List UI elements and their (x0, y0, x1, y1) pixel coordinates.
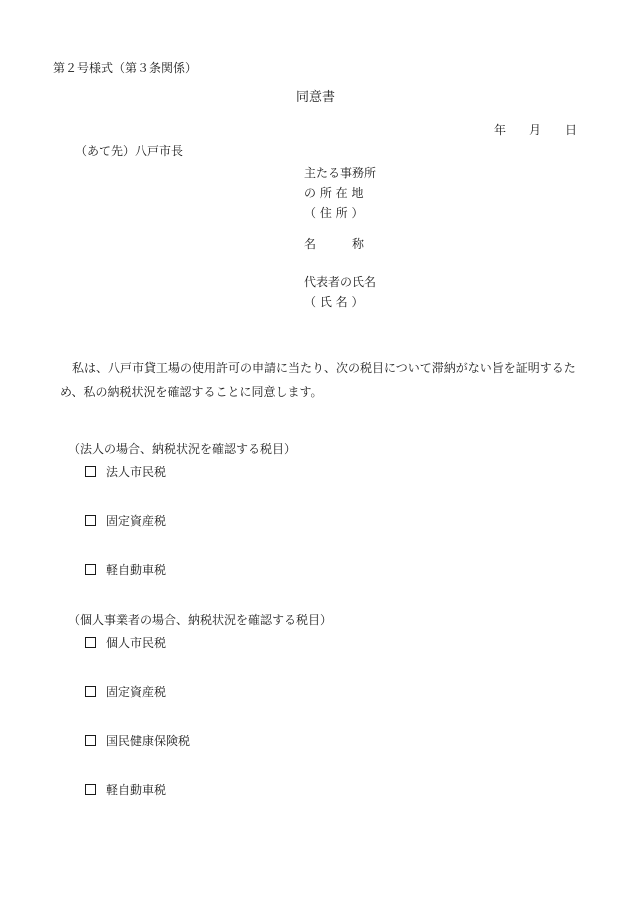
checkbox[interactable] (85, 686, 96, 697)
checkbox[interactable] (85, 784, 96, 795)
individual-item-fixed-asset-tax[interactable]: 固定資産税 (85, 686, 166, 698)
form-number: 第２号様式（第３条関係） (53, 61, 198, 75)
corporate-item-municipal-tax[interactable]: 法人市民税 (85, 466, 166, 478)
checkbox[interactable] (85, 637, 96, 648)
checkbox[interactable] (85, 564, 96, 575)
office-address-label-3: （ 住 所 ） (304, 206, 364, 220)
corporate-item-light-vehicle-tax[interactable]: 軽自動車税 (85, 564, 166, 576)
checkbox[interactable] (85, 466, 96, 477)
individual-item-health-insurance-tax[interactable]: 国民健康保険税 (85, 735, 190, 747)
checkbox[interactable] (85, 735, 96, 746)
document-title: 同意書 (296, 90, 336, 105)
representative-label-1: 代表者の氏名 (304, 275, 377, 289)
representative-label-2: （ 氏 名 ） (304, 295, 364, 309)
date-month-label: 月 (529, 123, 542, 137)
date-year-label: 年 (494, 123, 507, 137)
individual-section-heading: （個人事業者の場合、納税状況を確認する税目） (68, 613, 333, 627)
checkbox[interactable] (85, 515, 96, 526)
office-address-label-2: の 所 在 地 (304, 186, 364, 200)
consent-statement (60, 356, 580, 404)
individual-item-light-vehicle-tax[interactable]: 軽自動車税 (85, 784, 166, 796)
office-address-label-1: 主たる事務所 (304, 166, 377, 180)
consent-text: 私は、八戸市貸工場の使用許可の申請に当たり、次の税目について滞納がない旨を証明するため、私の納税状況を確認することに同意します。 (60, 361, 576, 399)
date-day-label: 日 (565, 123, 578, 137)
name-label-second: 称 (352, 237, 365, 251)
corporate-item-fixed-asset-tax[interactable]: 固定資産税 (85, 515, 166, 527)
name-label-first: 名 (304, 237, 317, 251)
corporate-section-heading: （法人の場合、納税状況を確認する税目） (68, 442, 297, 456)
addressee: （あて先）八戸市長 (75, 144, 184, 158)
individual-item-municipal-tax[interactable]: 個人市民税 (85, 637, 166, 649)
